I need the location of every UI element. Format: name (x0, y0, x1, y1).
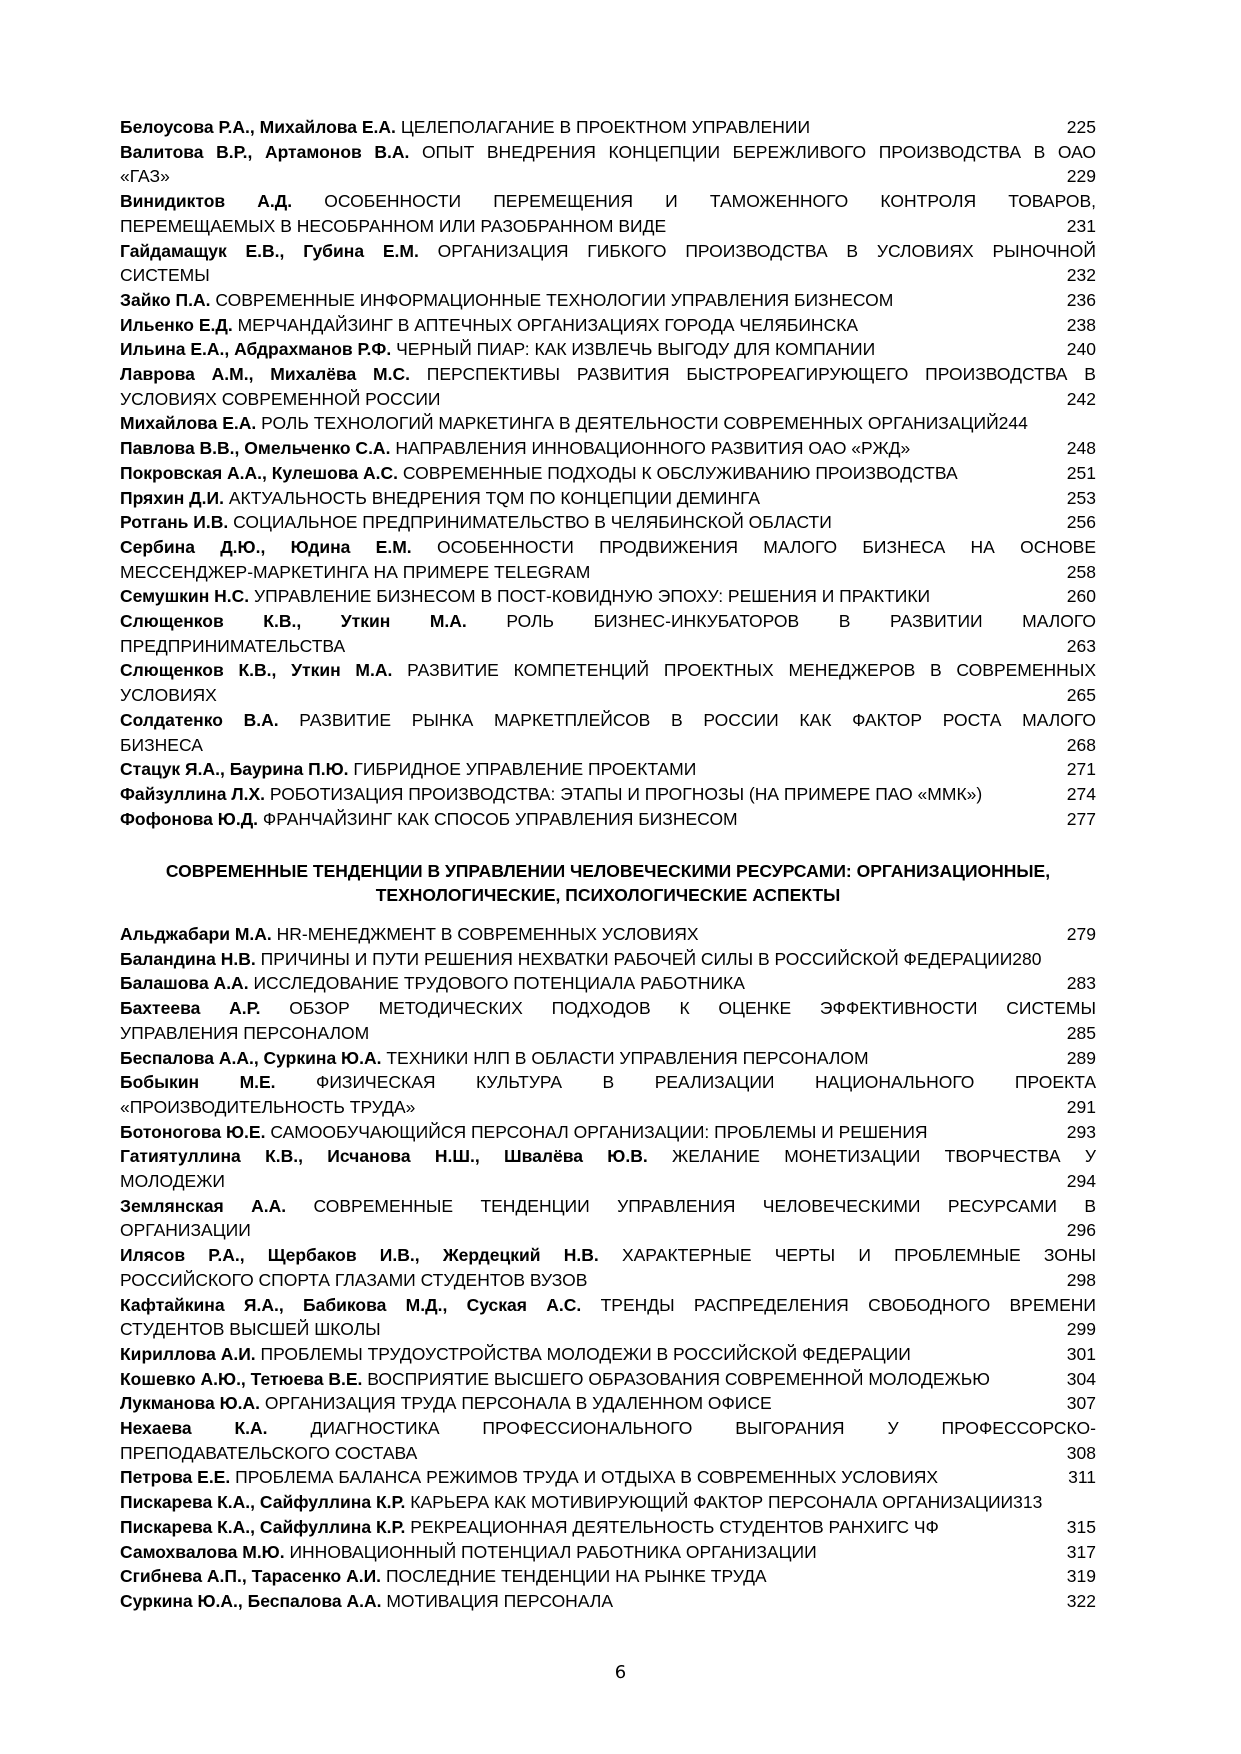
entry-title: ДИАГНОСТИКА ПРОФЕССИОНАЛЬНОГО ВЫГОРАНИЯ У ПРОФЕССОРСКО- (310, 1418, 1096, 1439)
entry-authors: Кафтайкина Я.А., Бабикова М.Д., Суская А.С. (120, 1294, 582, 1315)
toc-entry (120, 140, 1096, 189)
toc-entry (120, 947, 1096, 972)
entry-page: 240 (1066, 339, 1096, 360)
entry-title: ТЕХНИКИ НЛП В ОБЛАСТИ УПРАВЛЕНИЯ ПЕРСОНАЛОМ (386, 1047, 869, 1068)
section-heading-line-2: ТЕХНОЛОГИЧЕСКИЕ, ПСИХОЛОГИЧЕСКИЕ АСПЕКТЫ (375, 885, 841, 905)
toc-entry (120, 313, 1096, 338)
entry-authors: Нехаева К.А. (120, 1418, 268, 1439)
entry-authors: Покровская А.А., Кулешова А.С. (120, 462, 398, 483)
entry-authors: Бахтеева А.Р. (120, 998, 261, 1019)
toc-entry (120, 535, 1096, 584)
entry-title: ФРАНЧАЙЗИНГ КАК СПОСОБ УПРАВЛЕНИЯ БИЗНЕСОМ (262, 808, 738, 829)
toc-entry (120, 1046, 1096, 1071)
entry-title-continued: СИСТЕМЫ (120, 265, 210, 286)
entry-authors: Солдатенко В.А. (120, 709, 279, 730)
entry-page: 260 (1066, 586, 1096, 607)
entry-title: СОВРЕМЕННЫЕ ТЕНДЕНЦИИ УПРАВЛЕНИЯ ЧЕЛОВЕЧЕСКИМИ РЕСУРСАМИ В (313, 1195, 1096, 1216)
entry-page: 317 (1066, 1541, 1096, 1562)
entry-title-continued: РОССИЙСКОГО СПОРТА ГЛАЗАМИ СТУДЕНТОВ ВУЗОВ (120, 1269, 588, 1290)
toc-entry (120, 1367, 1096, 1392)
entry-title: УПРАВЛЕНИЕ БИЗНЕСОМ В ПОСТ-КОВИДНУЮ ЭПОХУ: РЕШЕНИЯ И ПРАКТИКИ (254, 586, 931, 607)
entry-title: СОВРЕМЕННЫЕ ИНФОРМАЦИОННЫЕ ТЕХНОЛОГИИ УПРАВЛЕНИЯ БИЗНЕСОМ (215, 289, 894, 310)
entry-authors: Слющенков К.В., Уткин М.А. (120, 611, 467, 632)
entry-page: 319 (1066, 1566, 1096, 1587)
page-number: 6 (614, 1662, 627, 1683)
entry-authors: Ботоногова Ю.Е. (120, 1121, 266, 1142)
entry-page: 229 (1066, 166, 1096, 187)
entry-title-continued: СТУДЕНТОВ ВЫСШЕЙ ШКОЛЫ (120, 1319, 381, 1340)
toc-entry (120, 337, 1096, 362)
entry-title: ЦЕЛЕПОЛАГАНИЕ В ПРОЕКТНОМ УПРАВЛЕНИИ (400, 117, 811, 137)
entry-authors: Винидиктов А.Д. (120, 191, 293, 212)
entry-title: РОЛЬ ТЕХНОЛОГИЙ МАРКЕТИНГА В ДЕЯТЕЛЬНОСТИ СОВРЕМЕННЫХ ОРГАНИЗАЦИЙ (261, 413, 999, 434)
entry-title: РОЛЬ БИЗНЕС-ИНКУБАТОРОВ В РАЗВИТИИ МАЛОГО (506, 611, 1096, 632)
entry-page: 274 (1066, 783, 1096, 804)
entry-authors: Кириллова А.И. (120, 1343, 256, 1364)
entry-authors: Альджабари М.А. (120, 924, 272, 944)
entry-authors: Илясов Р.А., Щербаков И.В., Жердецкий Н.В. (120, 1245, 599, 1266)
entry-authors: Ильенко Е.Д. (120, 314, 233, 335)
toc-section-2 (120, 922, 1096, 1614)
entry-title: МОТИВАЦИЯ ПЕРСОНАЛА (386, 1590, 614, 1611)
entry-page: 238 (1066, 314, 1096, 335)
entry-page: 236 (1066, 289, 1096, 310)
entry-authors: Сербина Д.Ю., Юдина Е.М. (120, 536, 412, 557)
entry-page: 294 (1066, 1171, 1096, 1192)
toc-entry (120, 1515, 1096, 1540)
entry-page: 263 (1066, 635, 1096, 656)
entry-title-continued: «ГАЗ» (120, 166, 170, 187)
entry-authors: Кошевко А.Ю., Тетюева В.Е. (120, 1368, 363, 1389)
entry-page: 277 (1066, 808, 1096, 829)
section-heading (120, 859, 1096, 907)
entry-authors: Баландина Н.В. (120, 948, 256, 969)
entry-title: ГИБРИДНОЕ УПРАВЛЕНИЕ ПРОЕКТАМИ (353, 759, 697, 780)
entry-authors: Михайлова Е.А. (120, 413, 257, 434)
toc-entry (120, 1243, 1096, 1292)
toc-entry (120, 922, 1096, 947)
entry-title: КАРЬЕРА КАК МОТИВИРУЮЩИЙ ФАКТОР ПЕРСОНАЛА ОРГАНИЗАЦИИ (410, 1492, 1014, 1513)
toc-entry (120, 239, 1096, 288)
entry-page: 285 (1066, 1022, 1096, 1043)
toc-entry (120, 1465, 1096, 1490)
entry-authors: Семушкин Н.С. (120, 586, 250, 607)
section-heading-line-1: СОВРЕМЕННЫЕ ТЕНДЕНЦИИ В УПРАВЛЕНИИ ЧЕЛОВЕЧЕСКИМИ РЕСУРСАМИ: ОРГАНИЗАЦИОННЫЕ, (165, 861, 1051, 881)
entry-authors: Самохвалова М.Ю. (120, 1541, 285, 1562)
entry-page: 253 (1066, 487, 1096, 508)
toc-entry (120, 584, 1096, 609)
entry-title-continued: УПРАВЛЕНИЯ ПЕРСОНАЛОМ (120, 1022, 370, 1043)
entry-authors: Гатиятуллина К.В., Исчанова Н.Ш., Швалёва Ю.В. (120, 1146, 648, 1167)
entry-title: ИННОВАЦИОННЫЙ ПОТЕНЦИАЛ РАБОТНИКА ОРГАНИЗАЦИИ (289, 1541, 817, 1562)
entry-title: НАПРАВЛЕНИЯ ИННОВАЦИОННОГО РАЗВИТИЯ ОАО «РЖД» (395, 438, 911, 459)
entry-title: МЕРЧАНДАЙЗИНГ В АПТЕЧНЫХ ОРГАНИЗАЦИЯХ ГОРОДА ЧЕЛЯБИНСКА (237, 314, 859, 335)
entry-authors: Пискарева К.А., Сайфуллина К.Р. (120, 1516, 406, 1537)
toc-entry (120, 1416, 1096, 1465)
entry-title: ПРОБЛЕМА БАЛАНСА РЕЖИМОВ ТРУДА И ОТДЫХА В СОВРЕМЕННЫХ УСЛОВИЯХ (235, 1467, 939, 1488)
entry-page: 271 (1066, 759, 1096, 780)
entry-authors: Сгибнева А.П., Тарасенко А.И. (120, 1566, 382, 1587)
entry-page: 244 (998, 413, 1028, 434)
entry-title: ЧЕРНЫЙ ПИАР: КАК ИЗВЛЕЧЬ ВЫГОДУ ДЛЯ КОМПАНИИ (396, 339, 876, 360)
entry-title: ВОСПРИЯТИЕ ВЫСШЕГО ОБРАЗОВАНИЯ СОВРЕМЕННОЙ МОЛОДЕЖЬЮ (367, 1368, 990, 1389)
toc-entry (120, 436, 1096, 461)
entry-page: 256 (1066, 512, 1096, 533)
entry-authors: Фофонова Ю.Д. (120, 808, 259, 829)
toc-entry (120, 1490, 1096, 1515)
entry-title: СОВРЕМЕННЫЕ ПОДХОДЫ К ОБСЛУЖИВАНИЮ ПРОИЗВОДСТВА (402, 462, 958, 483)
entry-title-continued: БИЗНЕСА (120, 734, 203, 755)
entry-page: 313 (1013, 1492, 1043, 1513)
entry-page: 280 (1012, 948, 1042, 969)
toc-entry (120, 362, 1096, 411)
entry-title: ТРЕНДЫ РАСПРЕДЕЛЕНИЯ СВОБОДНОГО ВРЕМЕНИ (600, 1294, 1096, 1315)
entry-title: HR-МЕНЕДЖМЕНТ В СОВРЕМЕННЫХ УСЛОВИЯХ (276, 924, 699, 944)
toc-entry (120, 609, 1096, 658)
toc-entry (120, 757, 1096, 782)
entry-authors: Гайдамащук Е.В., Губина Е.М. (120, 240, 419, 261)
entry-title: ПОСЛЕДНИЕ ТЕНДЕНЦИИ НА РЫНКЕ ТРУДА (385, 1566, 767, 1587)
entry-title-continued: ПРЕПОДАВАТЕЛЬСКОГО СОСТАВА (120, 1442, 418, 1463)
entry-authors: Лукманова Ю.А. (120, 1393, 261, 1414)
entry-authors: Стацук Я.А., Баурина П.Ю. (120, 759, 349, 780)
entry-page: 291 (1066, 1096, 1096, 1117)
entry-page: 311 (1068, 1467, 1096, 1488)
toc-entry (120, 189, 1096, 238)
entry-title: ОПЫТ ВНЕДРЕНИЯ КОНЦЕПЦИИ БЕРЕЖЛИВОГО ПРОИЗВОДСТВА В ОАО (421, 141, 1096, 162)
entry-title: ПЕРСПЕКТИВЫ РАЗВИТИЯ БЫСТРОРЕАГИРУЮЩЕГО ПРОИЗВОДСТВА В (426, 364, 1096, 385)
entry-page: 231 (1066, 215, 1096, 236)
entry-title: ОРГАНИЗАЦИЯ ГИБКОГО ПРОИЗВОДСТВА В УСЛОВИЯХ РЫНОЧНОЙ (437, 240, 1096, 261)
entry-page: 308 (1066, 1442, 1096, 1463)
entry-authors: Бобыкин М.Е. (120, 1072, 276, 1093)
entry-title: ПРОБЛЕМЫ ТРУДОУСТРОЙСТВА МОЛОДЕЖИ В РОССИЙСКОЙ ФЕДЕРАЦИИ (260, 1343, 911, 1364)
entry-title: РЕКРЕАЦИОННАЯ ДЕЯТЕЛЬНОСТЬ СТУДЕНТОВ РАНХИГС ЧФ (410, 1516, 939, 1537)
entry-page: 307 (1066, 1393, 1096, 1414)
entry-authors: Ильина Е.А., Абдрахманов Р.Ф. (120, 339, 392, 360)
entry-page: 296 (1066, 1220, 1096, 1241)
entry-page: 304 (1066, 1368, 1096, 1389)
entry-title-continued: МОЛОДЕЖИ (120, 1171, 225, 1192)
entry-title-continued: УСЛОВИЯХ СОВРЕМЕННОЙ РОССИИ (120, 388, 441, 409)
entry-title-continued: «ПРОИЗВОДИТЕЛЬНОСТЬ ТРУДА» (120, 1096, 416, 1117)
toc-entry (120, 1391, 1096, 1416)
entry-authors: Ротгань И.В. (120, 512, 229, 533)
entry-authors: Беспалова А.А., Суркина Ю.А. (120, 1047, 382, 1068)
toc-entry (120, 996, 1096, 1045)
toc-entry (120, 1194, 1096, 1243)
entry-authors: Павлова В.В., Омельченко С.А. (120, 438, 391, 459)
entry-title: САМООБУЧАЮЩИЙСЯ ПЕРСОНАЛ ОРГАНИЗАЦИИ: ПРОБЛЕМЫ И РЕШЕНИЯ (270, 1121, 928, 1142)
toc-entry (120, 1564, 1096, 1589)
entry-title-continued: ОРГАНИЗАЦИИ (120, 1220, 251, 1241)
entry-title-continued: МЕССЕНДЖЕР-МАРКЕТИНГА НА ПРИМЕРЕ TELEGRAM (120, 561, 591, 582)
entry-authors: Белоусова Р.А., Михайлова Е.А. (120, 117, 396, 137)
entry-authors: Слющенков К.В., Уткин М.А. (120, 660, 393, 681)
toc-section-1 (120, 115, 1096, 831)
entry-page: 265 (1066, 685, 1096, 706)
entry-title: ИССЛЕДОВАНИЕ ТРУДОВОГО ПОТЕНЦИАЛА РАБОТНИКА (253, 973, 745, 994)
toc-entry (120, 1342, 1096, 1367)
entry-page: 301 (1066, 1343, 1096, 1364)
toc-entry (120, 971, 1096, 996)
entry-title: ФИЗИЧЕСКАЯ КУЛЬТУРА В РЕАЛИЗАЦИИ НАЦИОНАЛЬНОГО ПРОЕКТА (316, 1072, 1096, 1093)
entry-title-continued: УСЛОВИЯХ (120, 685, 217, 706)
toc-entry (120, 1589, 1096, 1614)
entry-authors: Петрова Е.Е. (120, 1467, 231, 1488)
toc-entry (120, 411, 1096, 436)
entry-page: 251 (1066, 462, 1096, 483)
toc-entry (120, 782, 1096, 807)
toc-entry (120, 288, 1096, 313)
entry-page: 268 (1066, 734, 1096, 755)
entry-page: 289 (1066, 1047, 1096, 1068)
entry-authors: Пискарева К.А., Сайфуллина К.Р. (120, 1492, 406, 1513)
entry-page: 232 (1066, 265, 1096, 286)
entry-title: ОСОБЕННОСТИ ПРОДВИЖЕНИЯ МАЛОГО БИЗНЕСА НА ОСНОВЕ (436, 536, 1096, 557)
entry-page: 283 (1066, 973, 1096, 994)
entry-page: 298 (1066, 1269, 1096, 1290)
entry-title: РАЗВИТИЕ РЫНКА МАРКЕТПЛЕЙСОВ В РОССИИ КАК ФАКТОР РОСТА МАЛОГО (299, 709, 1096, 730)
entry-authors: Балашова А.А. (120, 973, 249, 994)
entry-authors: Землянская А.А. (120, 1195, 287, 1216)
toc-entry (120, 115, 1096, 140)
entry-authors: Файзуллина Л.Х. (120, 783, 266, 804)
entry-page: 248 (1066, 438, 1096, 459)
toc-entry (120, 1293, 1096, 1342)
entry-page: 293 (1066, 1121, 1096, 1142)
entry-title: ЖЕЛАНИЕ МОНЕТИЗАЦИИ ТВОРЧЕСТВА У (672, 1146, 1096, 1167)
toc-entry (120, 658, 1096, 707)
entry-title: РОБОТИЗАЦИЯ ПРОИЗВОДСТВА: ЭТАПЫ И ПРОГНОЗЫ (НА ПРИМЕРЕ ПАО «ММК») (269, 783, 983, 804)
entry-title: ОБЗОР МЕТОДИЧЕСКИХ ПОДХОДОВ К ОЦЕНКЕ ЭФФЕКТИВНОСТИ СИСТЕМЫ (289, 998, 1096, 1019)
entry-title: ХАРАКТЕРНЫЕ ЧЕРТЫ И ПРОБЛЕМНЫЕ ЗОНЫ (621, 1245, 1096, 1266)
entry-authors: Зайко П.А. (120, 289, 211, 310)
toc-entry (120, 1144, 1096, 1193)
toc-entry (120, 486, 1096, 511)
toc-entry (120, 807, 1096, 832)
entry-title: ОРГАНИЗАЦИЯ ТРУДА ПЕРСОНАЛА В УДАЛЕННОМ ОФИСЕ (264, 1393, 772, 1414)
toc-entry (120, 461, 1096, 486)
entry-authors: Лаврова А.М., Михалёва М.С. (120, 364, 410, 385)
entry-title: ОСОБЕННОСТИ ПЕРЕМЕЩЕНИЯ И ТАМОЖЕННОГО КОНТРОЛЯ ТОВАРОВ, (324, 191, 1097, 212)
toc-entry (120, 1120, 1096, 1145)
entry-page: 242 (1066, 388, 1096, 409)
entry-authors: Валитова В.Р., Артамонов В.А. (120, 141, 410, 162)
entry-page: 225 (1066, 117, 1096, 137)
entry-page: 279 (1066, 924, 1096, 944)
entry-title-continued: ПРЕДПРИНИМАТЕЛЬСТВА (120, 635, 346, 656)
toc-entry (120, 1540, 1096, 1565)
entry-page: 299 (1066, 1319, 1096, 1340)
entry-page: 315 (1066, 1516, 1096, 1537)
entry-title: АКТУАЛЬНОСТЬ ВНЕДРЕНИЯ TQM ПО КОНЦЕПЦИИ ДЕМИНГА (228, 487, 761, 508)
toc-entry (120, 1070, 1096, 1119)
entry-title: ПРИЧИНЫ И ПУТИ РЕШЕНИЯ НЕХВАТКИ РАБОЧЕЙ СИЛЫ В РОССИЙСКОЙ ФЕДЕРАЦИИ (260, 948, 1013, 969)
entry-title: СОЦИАЛЬНОЕ ПРЕДПРИНИМАТЕЛЬСТВО В ЧЕЛЯБИНСКОЙ ОБЛАСТИ (233, 512, 832, 533)
entry-authors: Суркина Ю.А., Беспалова А.А. (120, 1590, 382, 1611)
entry-authors: Пряхин Д.И. (120, 487, 224, 508)
toc-entry (120, 708, 1096, 757)
toc-entry (120, 510, 1096, 535)
entry-page: 258 (1066, 561, 1096, 582)
entry-title: РАЗВИТИЕ КОМПЕТЕНЦИЙ ПРОЕКТНЫХ МЕНЕДЖЕРОВ В СОВРЕМЕННЫХ (407, 660, 1096, 681)
entry-title-continued: ПЕРЕМЕЩАЕМЫХ В НЕСОБРАННОМ ИЛИ РАЗОБРАННОМ ВИДЕ (120, 215, 667, 236)
entry-page: 322 (1066, 1590, 1096, 1611)
